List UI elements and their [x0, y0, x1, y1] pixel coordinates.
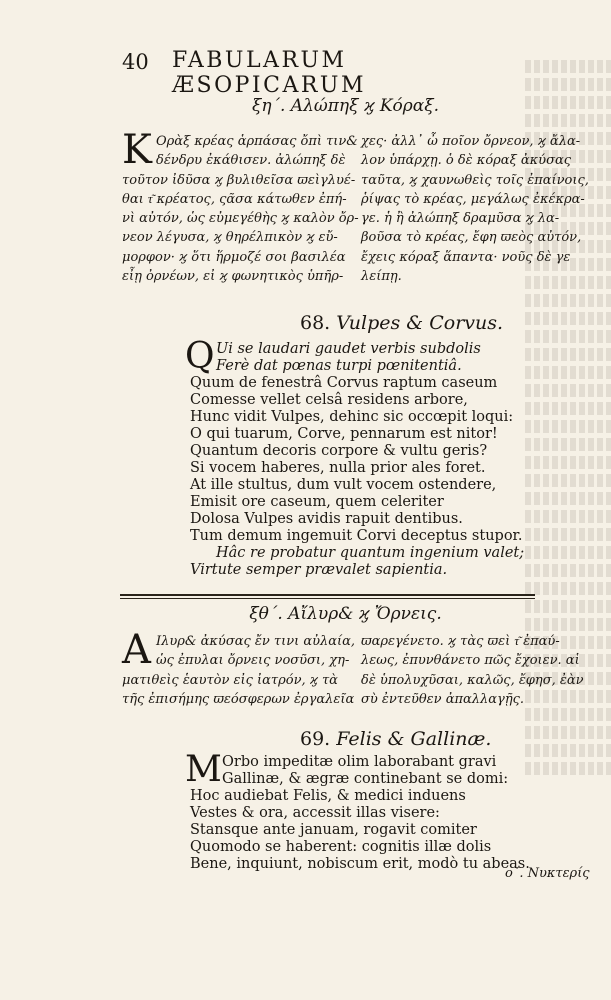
verse-line: Gallinæ, & ægræ continebant se domi: — [222, 771, 509, 787]
verse-line: Ferè dat pœnas turpi pœnitentiâ. — [216, 358, 462, 374]
greek-line: τῆς ἐπισήμης ϖεόσφερων ἐργαλεῖα — [122, 691, 355, 707]
greek-line: θαι τ͂ κρέατος, ςᾶσα κάτωθεν ἐπή- — [122, 191, 347, 207]
verse-line: Hoc audiebat Felis, & medici induens — [190, 788, 466, 804]
verse-line: Orbo impeditæ olim laborabant gravi — [222, 754, 497, 770]
fable-title: Felis & Gallinæ. — [336, 728, 492, 750]
section-divider-thin — [120, 598, 535, 599]
verse-line: Quantum decoris corpore & vultu geris? — [190, 443, 488, 459]
fable-number: 68. — [300, 312, 331, 334]
latin-verse-68 — [185, 336, 525, 579]
greek-line: εἶῃ ὀρνέων, εἰ ϗ φωνητικὸς ὑπῆρ- — [122, 269, 344, 285]
greek-line: ματιθεὶς ἑαυτὸν εἰς ἰατρόν, ϗ τὰ — [122, 672, 338, 688]
verse-line: At ille stultus, dum vult vocem ostendere, — [190, 477, 497, 493]
verse-line: Comesse vellet celsâ residens arbore, — [190, 392, 468, 408]
verse-moral-line: Virtute semper prævalet sapientia. — [190, 562, 448, 578]
greek-line: τοῦτον ἰδῦσα ϗ βυλιθεῖσα ϖεὶγλυέ- — [122, 172, 356, 188]
greek-line: βοῦσα τὸ κρέας, ἔφη ϖεὸς αὐτόν, — [361, 230, 582, 246]
verse-initial: M — [185, 749, 222, 790]
greek-line: Ορὰξ κρέας ἁρπάσας ὄπὶ τιν& — [156, 134, 358, 149]
drop-cap-68: K — [122, 127, 152, 173]
fable-title: Vulpes & Corvus. — [336, 312, 504, 334]
greek-line: χες· ἀλλ᾽ ὦ ποῖον ὄρνεον, ϗ ἄλα- — [361, 134, 581, 149]
verse-line: Si vocem haberes, nulla prior ales foret. — [190, 460, 486, 476]
latin-title-68 — [300, 312, 503, 334]
fable-number: 69. — [300, 728, 331, 750]
greek-line: λείπῃ. — [361, 269, 402, 285]
greek-line: ἔχεις κόραξ ἅπαντα· νοῦς δὲ γε — [361, 249, 571, 265]
verse-line: Vestes & ora, accessit illas visere: — [190, 805, 440, 821]
verse-line: Dolosa Vulpes avidis rapuit dentibus. — [190, 511, 463, 527]
greek-line: λον ὑπάρχῃ. ὁ δὲ κόραξ ἀκύσας — [361, 153, 571, 169]
greek-line: ὡς ἐπυλαι ὄρνεις νοσῦσι, χη- — [156, 653, 350, 669]
greek-left-column-68 — [122, 127, 360, 286]
greek-line: ϖαρεγένετο. ϗ τὰς ϖεὶ τ͂ ἐπαύ- — [361, 634, 560, 649]
latin-title-69 — [300, 728, 491, 750]
greek-line: δὲ ὑπολυχῦσαι, καλῶς, ἔφησ, ἐὰν — [361, 672, 584, 688]
verse-line: Quomodo se haberent: cognitis illæ dolis — [190, 839, 492, 855]
catchword: ο΄. Νυκτερίς — [505, 866, 590, 881]
greek-line: δένδρυ ἐκάθισεν. ἀλώπηξ δὲ — [156, 153, 346, 169]
verse-line: Emisit ore caseum, quem celeriter — [190, 494, 444, 510]
page-header — [122, 48, 542, 98]
latin-verse-69 — [185, 749, 530, 873]
running-title: FABULARUM ÆSOPICARUM — [172, 48, 366, 98]
section-divider — [120, 594, 535, 596]
verse-line: Hunc vidit Vulpes, dehinc sic occœpit loqui: — [190, 409, 514, 425]
greek-line: ταῦτα, ϗ χαυνωθεὶς τοῖς ἐπαίνοις, — [361, 172, 589, 188]
verse-line: Ui se laudari gaudet verbis subdolis — [216, 341, 481, 357]
greek-line: Ιλυρ& ἀκύσας ἔν τινι αὐλαία, — [156, 634, 356, 649]
verse-line: O qui tuarum, Corve, pennarum est nitor! — [190, 426, 498, 442]
greek-line: νεον λέγυσα, ϗ θηρέλπικὸν ϗ εὔ- — [122, 230, 338, 246]
page-number: 40 — [122, 50, 149, 74]
greek-line: σὺ ἐντεῦθεν ἀπαλλαγῇς. — [361, 691, 525, 707]
greek-line: νὶ αὐτόν, ὡς εὐμεγέθὴς ϗ καλὸν ὄρ- — [122, 211, 359, 227]
greek-title-68: ξη΄. Αλώπηξ ϗ Κόραξ. — [251, 96, 440, 116]
greek-line: ῥίψας τὸ κρέας, μεγάλως ἐκέκρα- — [361, 191, 585, 207]
verse-initial: Q — [185, 336, 215, 377]
verse-line: Tum demum ingemuit Corvi deceptus stupor. — [190, 528, 523, 544]
verse-line: Quum de fenestrâ Corvus raptum caseum — [190, 375, 498, 391]
verse-line: Bene, inquiunt, nobiscum erit, modò tu abeas. — [190, 856, 530, 872]
drop-cap-69: A — [122, 627, 151, 673]
verse-moral-line: Hâc re probatur quantum ingenium valet; — [216, 545, 525, 561]
greek-line: γε. ἡ ἢ ἀλώπηξ δραμῦσα ϗ λα- — [361, 211, 560, 227]
verse-line: Stansque ante januam, rogavit comiter — [190, 822, 477, 838]
greek-right-column-69 — [361, 632, 584, 709]
greek-line: λεως, ἐπυνθάνετο πῶς ἔχοιεν. αἱ — [361, 653, 580, 669]
greek-title-69: ξθ΄. Αἴλυρ& ϗ Ὄρνεις. — [249, 604, 442, 624]
greek-line: μορφον· ϗ ὅτι ἥρμοζέ σοι βασιλέα — [122, 249, 346, 265]
greek-left-column-69 — [122, 627, 360, 709]
greek-right-column-68 — [361, 132, 589, 286]
